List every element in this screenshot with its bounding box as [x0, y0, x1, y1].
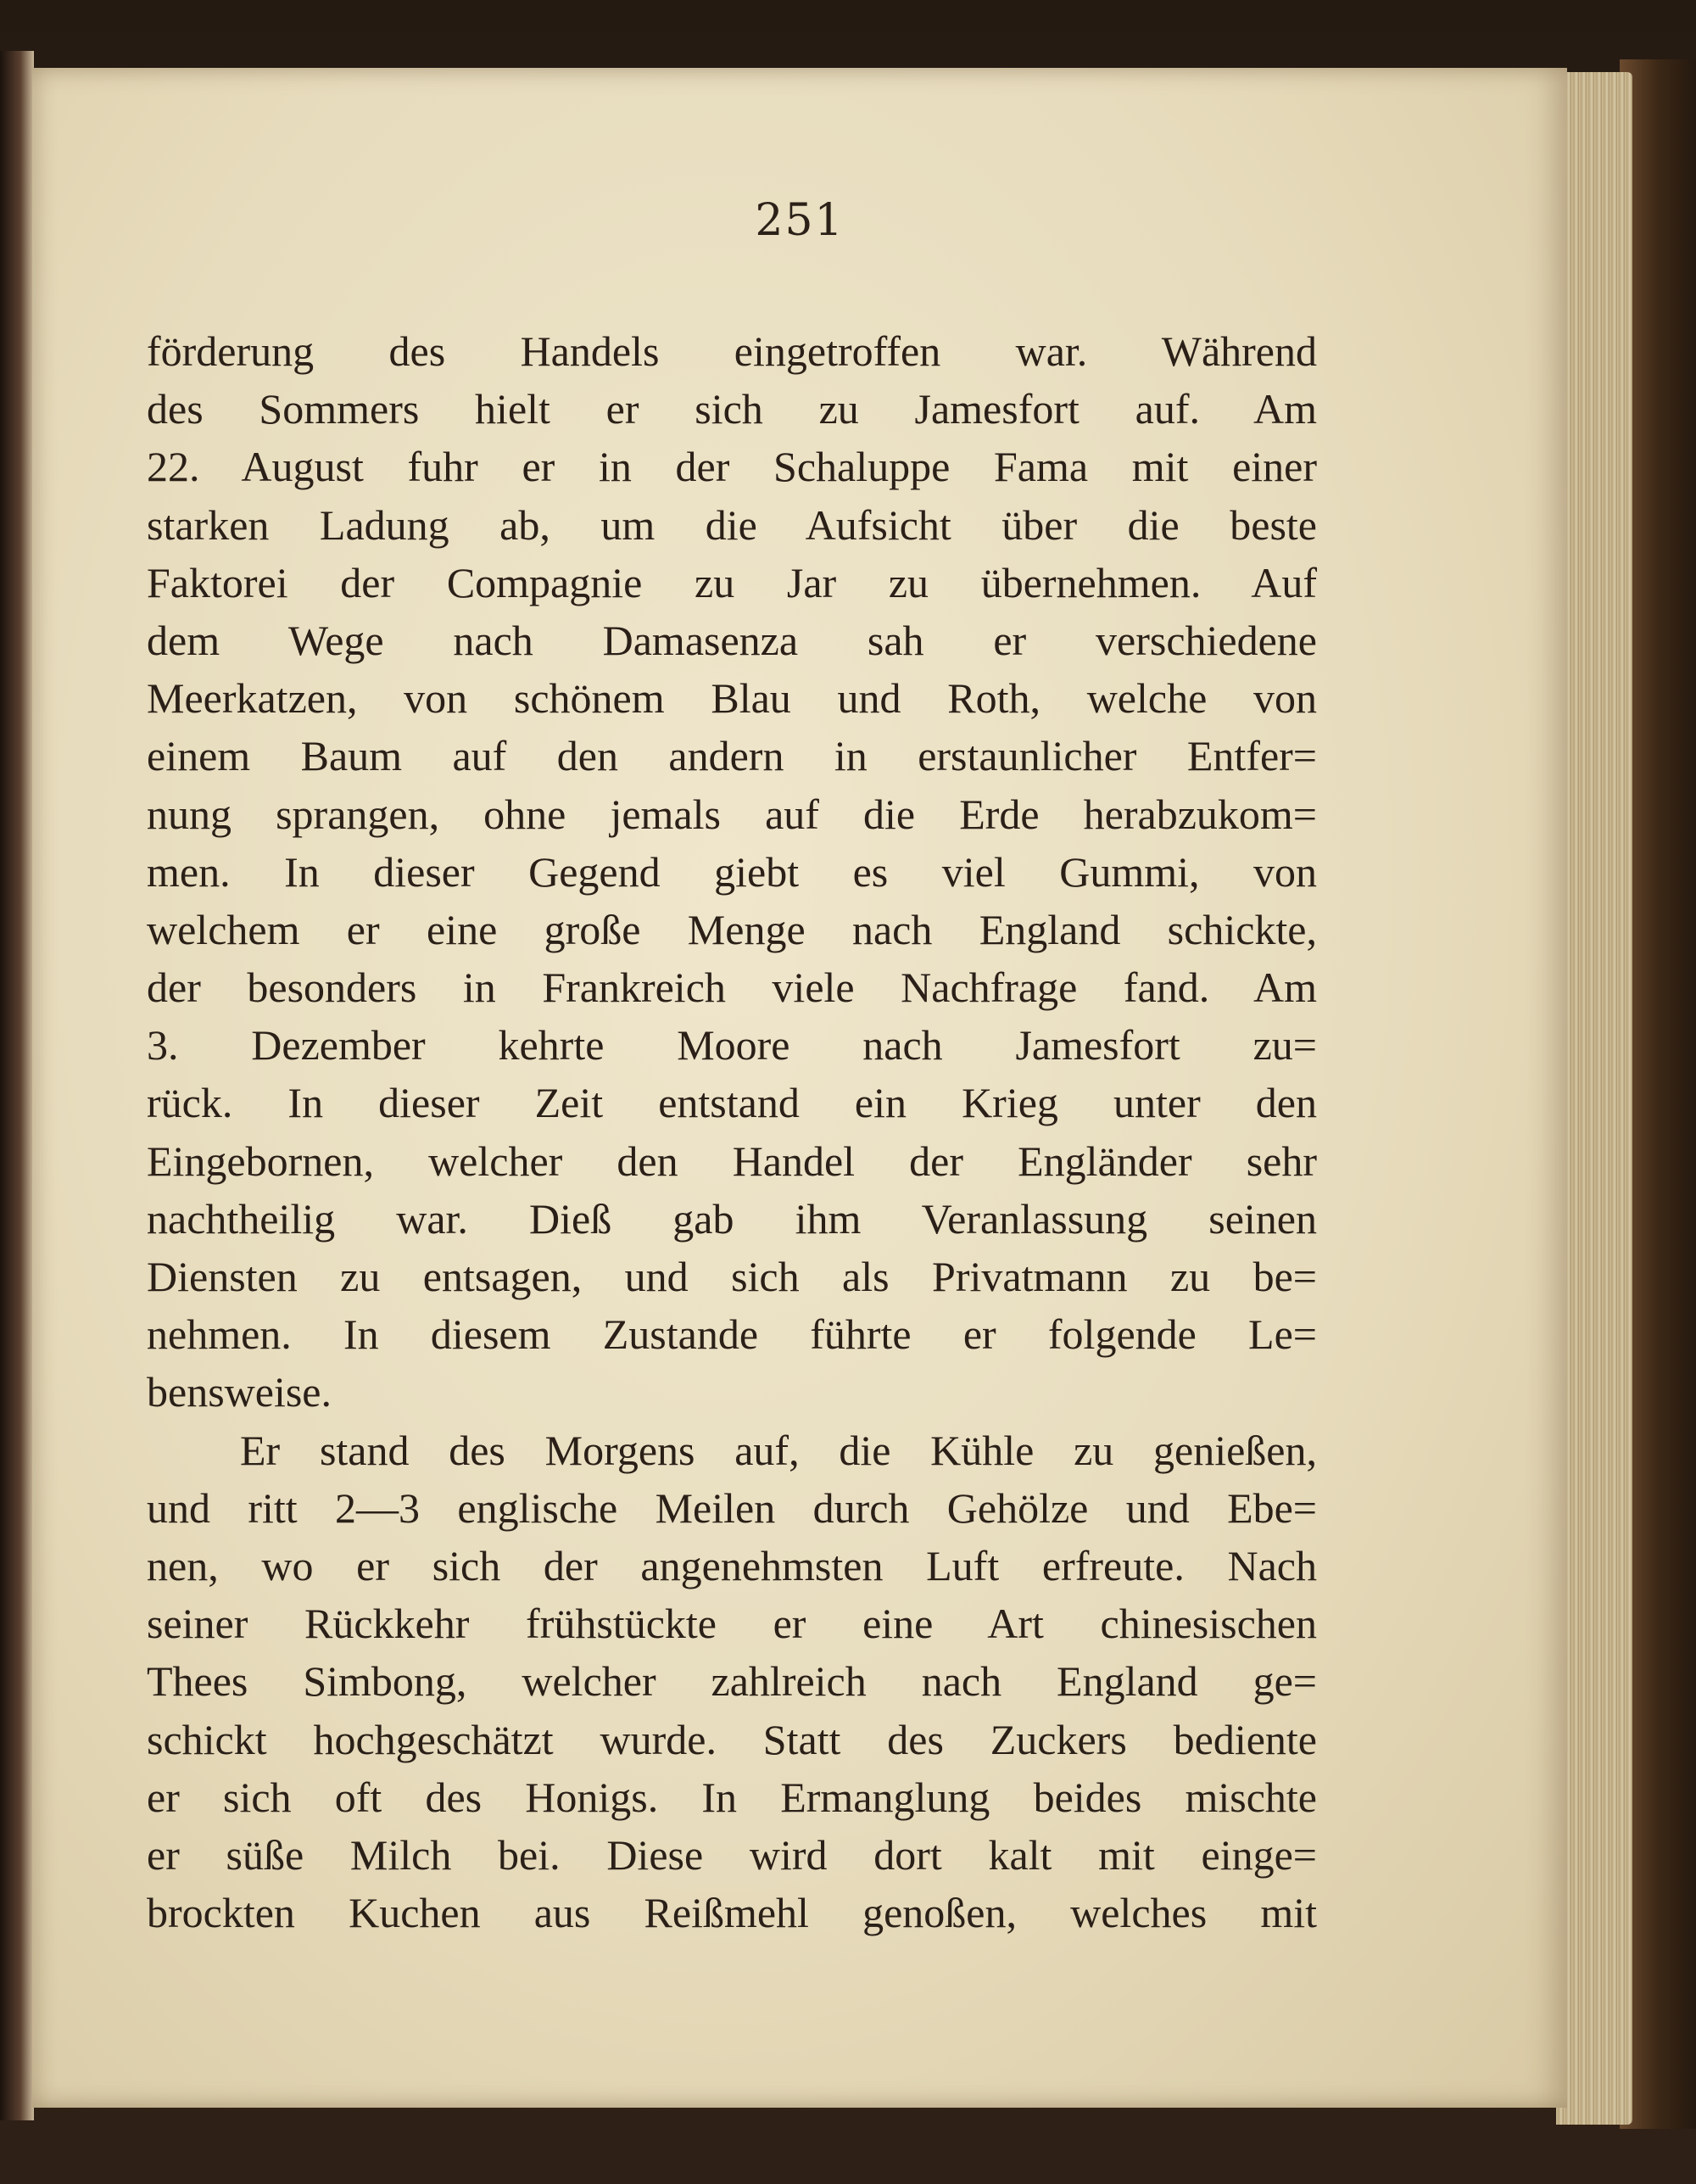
text-line: 22. August fuhr er in der Schaluppe Fama mit einer	[147, 443, 1317, 491]
body-text	[147, 322, 1317, 1941]
text-line: nehmen. In diesem Zustande führte er folgende Le=	[147, 1310, 1317, 1359]
text-line: und ritt 2—3 englische Meilen durch Gehölze und Ebe=	[147, 1483, 1317, 1532]
text-line: 3. Dezember kehrte Moore nach Jamesfort zu=	[147, 1021, 1317, 1070]
text-line: Faktorei der Compagnie zu Jar zu übernehmen. Auf	[147, 558, 1317, 606]
text-line: einem Baum auf den andern in erstaunlicher Entfer=	[147, 732, 1317, 780]
text-line: Eingebornen, welcher den Handel der Engländer sehr	[147, 1137, 1317, 1185]
text-line: welchem er eine große Menge nach England schickte,	[147, 905, 1317, 953]
text-line: bensweise.	[147, 1368, 332, 1416]
text-line: nachtheilig war. Dieß gab ihm Veranlassung seinen	[147, 1194, 1317, 1243]
text-line: Thees Simbong, welcher zahlreich nach England ge=	[147, 1657, 1317, 1706]
text-line: seiner Rückkehr frühstückte er eine Art chinesischen	[147, 1600, 1317, 1648]
text-line: Er stand des Morgens auf, die Kühle zu genießen,	[240, 1426, 1317, 1474]
text-line: förderung des Handels eingetroffen war. Während	[147, 327, 1317, 375]
text-line: nen, wo er sich der angenehmsten Luft erfreute. Nach	[147, 1541, 1317, 1589]
text-line: men. In dieser Gegend giebt es viel Gummi, von	[147, 847, 1317, 896]
text-line: dem Wege nach Damasenza sah er verschiedene	[147, 616, 1317, 664]
text-line: rück. In dieser Zeit entstand ein Krieg unter den	[147, 1079, 1317, 1127]
text-line: brockten Kuchen aus Reißmehl genoßen, welches mit	[147, 1889, 1317, 1937]
text-line: starken Ladung ab, um die Aufsicht über die beste	[147, 500, 1317, 549]
page-number: 251	[755, 195, 845, 246]
text-line: des Sommers hielt er sich zu Jamesfort auf. Am	[147, 385, 1317, 433]
paragraph-1	[147, 322, 1317, 1422]
text-line: Diensten zu entsagen, und sich als Privatmann zu be=	[147, 1253, 1317, 1300]
book-page	[32, 68, 1567, 2108]
text-line: Meerkatzen, von schönem Blau und Roth, welche von	[147, 674, 1317, 723]
page-stack-edge	[1556, 72, 1632, 2125]
text-line: er sich oft des Honigs. In Ermanglung beides mischte	[147, 1773, 1317, 1821]
text-line: nung sprangen, ohne jemals auf die Erde herabzukom=	[147, 790, 1317, 838]
text-line: der besonders in Frankreich viele Nachfrage fand. Am	[147, 964, 1317, 1012]
text-line: er süße Milch bei. Diese wird dort kalt mit einge=	[147, 1830, 1317, 1879]
text-line: schickt hochgeschätzt wurde. Statt des Zuckers bediente	[147, 1715, 1317, 1763]
paragraph-2	[147, 1422, 1317, 1942]
left-cover-edge	[0, 51, 34, 2120]
